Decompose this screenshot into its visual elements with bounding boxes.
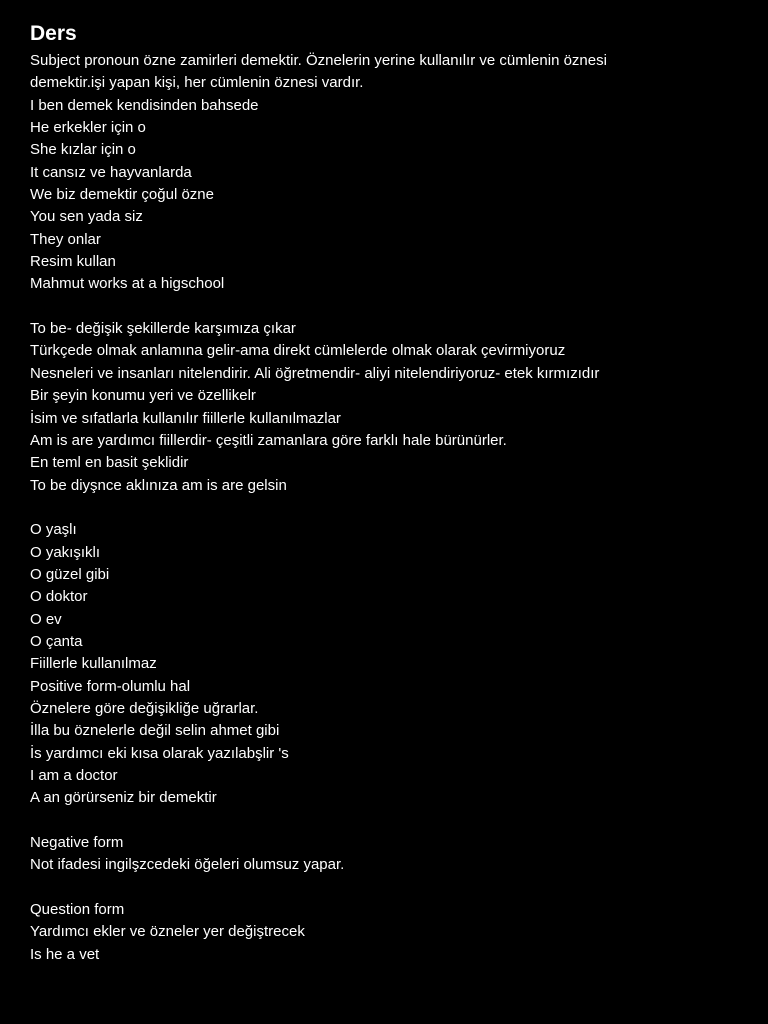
note-line: A an görürseniz bir demektir xyxy=(30,789,217,807)
note-line: To be- değişik şekillerde karşımıza çıkar xyxy=(30,320,296,338)
blank-line xyxy=(30,810,750,832)
blank-line xyxy=(30,296,750,318)
note-line: To be diyşnce aklınıza am is are gelsin xyxy=(30,476,287,494)
note-line: O yakışıklı xyxy=(30,543,101,561)
note-line: Yardımcı ekler ve özneler yer değiştrecek xyxy=(30,923,305,941)
note-line: Negative form xyxy=(30,834,124,852)
note-line: I ben demek kendisinden bahsede xyxy=(30,96,259,114)
note-line: It cansız ve hayvanlarda xyxy=(30,163,192,181)
note-content[interactable] xyxy=(30,20,750,966)
note-title[interactable]: Ders xyxy=(30,22,77,45)
note-line: Positive form-olumlu hal xyxy=(30,677,191,695)
note-line: Is he a vet xyxy=(30,945,100,963)
note-line: Resim kullan xyxy=(30,253,116,271)
blank-line xyxy=(30,497,750,519)
blank-line xyxy=(30,877,750,899)
note-line: She kızlar için o xyxy=(30,141,136,159)
note-line: Nesneleri ve insanları nitelendirir. Ali öğretmendir- aliyi nitelendiriyoruz- etek kırmızıdır xyxy=(30,364,600,382)
note-line: O doktor xyxy=(30,588,88,606)
note-line: O güzel gibi xyxy=(30,565,110,583)
note-line: İlla bu öznelerle değil selin ahmet gibi xyxy=(30,722,280,740)
note-line: Not ifadesi ingilşzcedeki öğeleri olumsuz yapar. xyxy=(30,856,345,874)
note-line: İs yardımcı eki kısa olarak yazılabşlir 's xyxy=(30,744,289,762)
note-line: İsim ve sıfatlarla kullanılır fiillerle kullanılmazlar xyxy=(30,409,341,427)
note-line: O çanta xyxy=(30,632,83,650)
note-line: You sen yada siz xyxy=(30,208,143,226)
note-line: We biz demektir çoğul özne xyxy=(30,186,214,204)
note-line: Türkçede olmak anlamına gelir-ama direkt cümlelerde olmak olarak çevirmiyoruz xyxy=(30,342,566,360)
note-line: Bir şeyin konumu yeri ve özellikelr xyxy=(30,387,256,405)
note-line: O ev xyxy=(30,610,62,628)
note-line: Question form xyxy=(30,901,125,919)
note-line: He erkekler için o xyxy=(30,119,146,137)
note-line: I am a doctor xyxy=(30,767,118,784)
note-line: En teml en basit şeklidir xyxy=(30,454,189,472)
note-line: Subject pronoun özne zamirleri demektir. Öznelerin yerine kullanılır ve cümlenin öznesi xyxy=(30,52,607,69)
note-line: Fiillerle kullanılmaz xyxy=(30,655,157,673)
note-body[interactable] xyxy=(30,50,750,966)
note-line: Öznelere göre değişikliğe uğrarlar. xyxy=(30,699,259,717)
note-line: Am is are yardımcı fiillerdir- çeşitli zamanlara göre farklı hale bürünürler. xyxy=(30,431,507,449)
note-line: They onlar xyxy=(30,230,101,248)
note-line: Mahmut works at a higschool xyxy=(30,275,225,293)
note-line: O yaşlı xyxy=(30,521,77,539)
note-line: demektir.işi yapan kişi, her cümlenin öznesi vardır. xyxy=(30,74,364,92)
